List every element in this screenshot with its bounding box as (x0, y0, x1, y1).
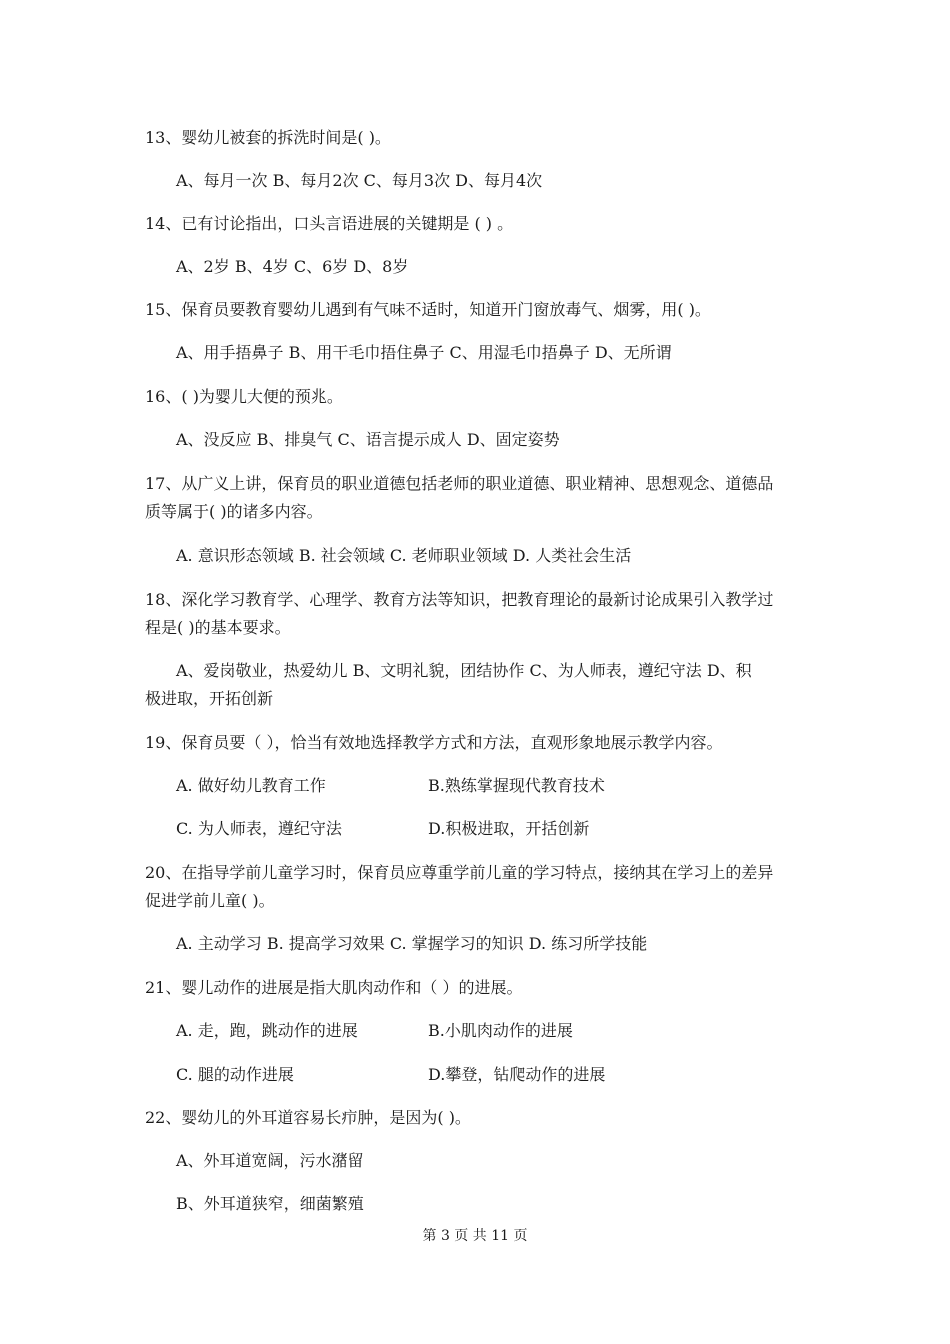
question-19-text: 19、保育员要（ ），恰当有效地选择教学方式和方法，直观形象地展示教学内容。 (145, 733, 723, 752)
question-18-text-line-1: 18、深化学习教育学、心理学、教育方法等知识，把教育理论的最新讨论成果引入教学过 (145, 590, 774, 609)
question-14-text: 14、已有讨论指出，口头言语进展的关键期是 ( ) 。 (145, 214, 514, 233)
question-13-text: 13、婴幼儿被套的拆洗时间是( )。 (145, 128, 391, 147)
question-14-options: A、2岁 B、4岁 C、6岁 D、8岁 (176, 257, 409, 276)
question-20-options: A. 主动学习 B. 提高学习效果 C. 掌握学习的知识 D. 练习所学技能 (176, 934, 648, 953)
question-21-option-a: A. 走，跑，跳动作的进展 (176, 1021, 358, 1040)
question-19-option-c: C. 为人师表，遵纪守法 (176, 819, 342, 838)
question-17-text-line-1: 17、从广义上讲，保育员的职业道德包括老师的职业道德、职业精神、思想观念、道德品 (145, 474, 774, 493)
question-15-options: A、用手捂鼻子 B、用干毛巾捂住鼻子 C、用湿毛巾捂鼻子 D、无所谓 (176, 343, 672, 362)
question-21-option-c: C. 腿的动作进展 (176, 1065, 294, 1084)
question-15-text: 15、保育员要教育婴幼儿遇到有气味不适时，知道开门窗放毒气、烟雾，用( )。 (145, 300, 711, 319)
question-22-option-a: A、外耳道宽阔，污水潴留 (176, 1151, 364, 1170)
question-20-text-line-1: 20、在指导学前儿童学习时，保育员应尊重学前儿童的学习特点，接纳其在学习上的差异 (145, 863, 774, 882)
question-20-text-line-2: 促进学前儿童( )。 (145, 891, 275, 910)
question-17-options: A. 意识形态领域 B. 社会领域 C. 老师职业领域 D. 人类社会生活 (176, 546, 632, 565)
question-22-text: 22、婴幼儿的外耳道容易长疖肿，是因为( )。 (145, 1108, 471, 1127)
question-19-option-b: B.熟练掌握现代教育技术 (428, 776, 605, 795)
question-13-options: A、每月一次 B、每月2次 C、每月3次 D、每月4次 (176, 171, 543, 190)
question-19-option-a: A. 做好幼儿教育工作 (176, 776, 326, 795)
question-21-option-d: D.攀登，钻爬动作的进展 (428, 1065, 606, 1084)
question-16-text: 16、( )为婴儿大便的预兆。 (145, 387, 343, 406)
question-18-options-line-2: 极进取，开拓创新 (145, 689, 274, 708)
question-18-options-line-1: A、爱岗敬业，热爱幼儿 B、文明礼貌，团结协作 C、为人师表，遵纪守法 D、积 (176, 661, 752, 680)
question-22-option-b: B、外耳道狭窄，细菌繁殖 (176, 1194, 364, 1213)
question-21-option-b: B.小肌肉动作的进展 (428, 1021, 573, 1040)
question-18-text-line-2: 程是( )的基本要求。 (145, 618, 291, 637)
page-number-footer: 第 3 页 共 11 页 (422, 1228, 528, 1244)
question-21-text: 21、婴儿动作的进展是指大肌肉动作和（ ）的进展。 (145, 978, 523, 997)
question-19-option-d: D.积极进取，开括创新 (428, 819, 590, 838)
question-17-text-line-2: 质等属于( )的诸多内容。 (145, 502, 323, 521)
question-16-options: A、没反应 B、排臭气 C、语言提示成人 D、固定姿势 (176, 430, 560, 449)
